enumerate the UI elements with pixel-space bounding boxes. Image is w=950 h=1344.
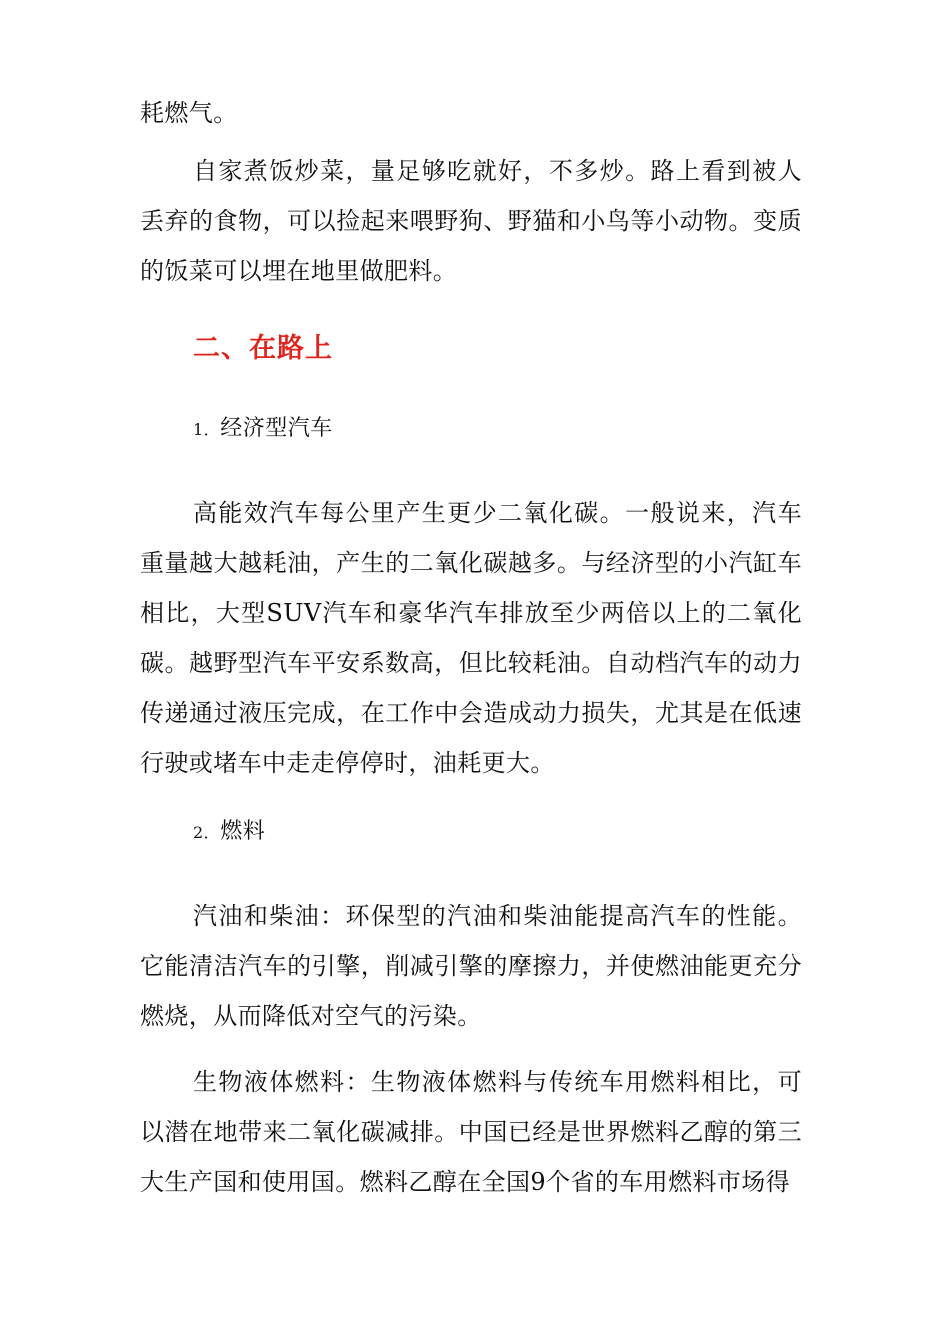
paragraph-gasoline-diesel: 汽油和柴油：环保型的汽油和柴油能提高汽车的性能。它能清洁汽车的引擎，削减引擎的摩擦力，并使燃油能更充分燃烧，从而降低对空气的污染。 [140,902,802,1030]
paragraph-biofuel: 生物液体燃料：生物液体燃料与传统车用燃料相比，可以潜在地带来二氧化碳减排。中国已经是世界燃料乙醇的第三大生产国和使用国。燃料乙醇在全国9个省的车用燃料市场得 [140,1068,802,1196]
subheading-number: 1． [193,420,221,439]
section-heading: 二、在路上 [193,333,333,364]
paragraph-food: 自家煮饭炒菜，量足够吃就好，不多炒。路上看到被人丢弃的食物，可以捡起来喂野狗、野猫和小鸟等小动物。变质的饭菜可以埋在地里做肥料。 [140,157,802,285]
paragraph-economy-car: 高能效汽车每公里产生更少二氧化碳。一般说来，汽车重量越大越耗油，产生的二氧化碳越多。与经济型的小汽缸车相比，大型SUV汽车和豪华汽车排放至少两倍以上的二氧化碳。越野型汽车平安系数高，但比较耗油。自动档汽车的动力传递通过液压完成，在工作中会造成动力损失，尤其是在低速行驶或堵车中走走停停时，油耗更大。 [140,499,802,777]
paragraph-continuation: 耗燃气。 [140,99,238,127]
subheading-title: 经济型汽车 [220,416,333,441]
subheading-fuel [193,815,265,850]
subheading-economy-car [193,412,333,447]
subheading-number: 2． [193,823,221,842]
subheading-title: 燃料 [220,819,266,844]
